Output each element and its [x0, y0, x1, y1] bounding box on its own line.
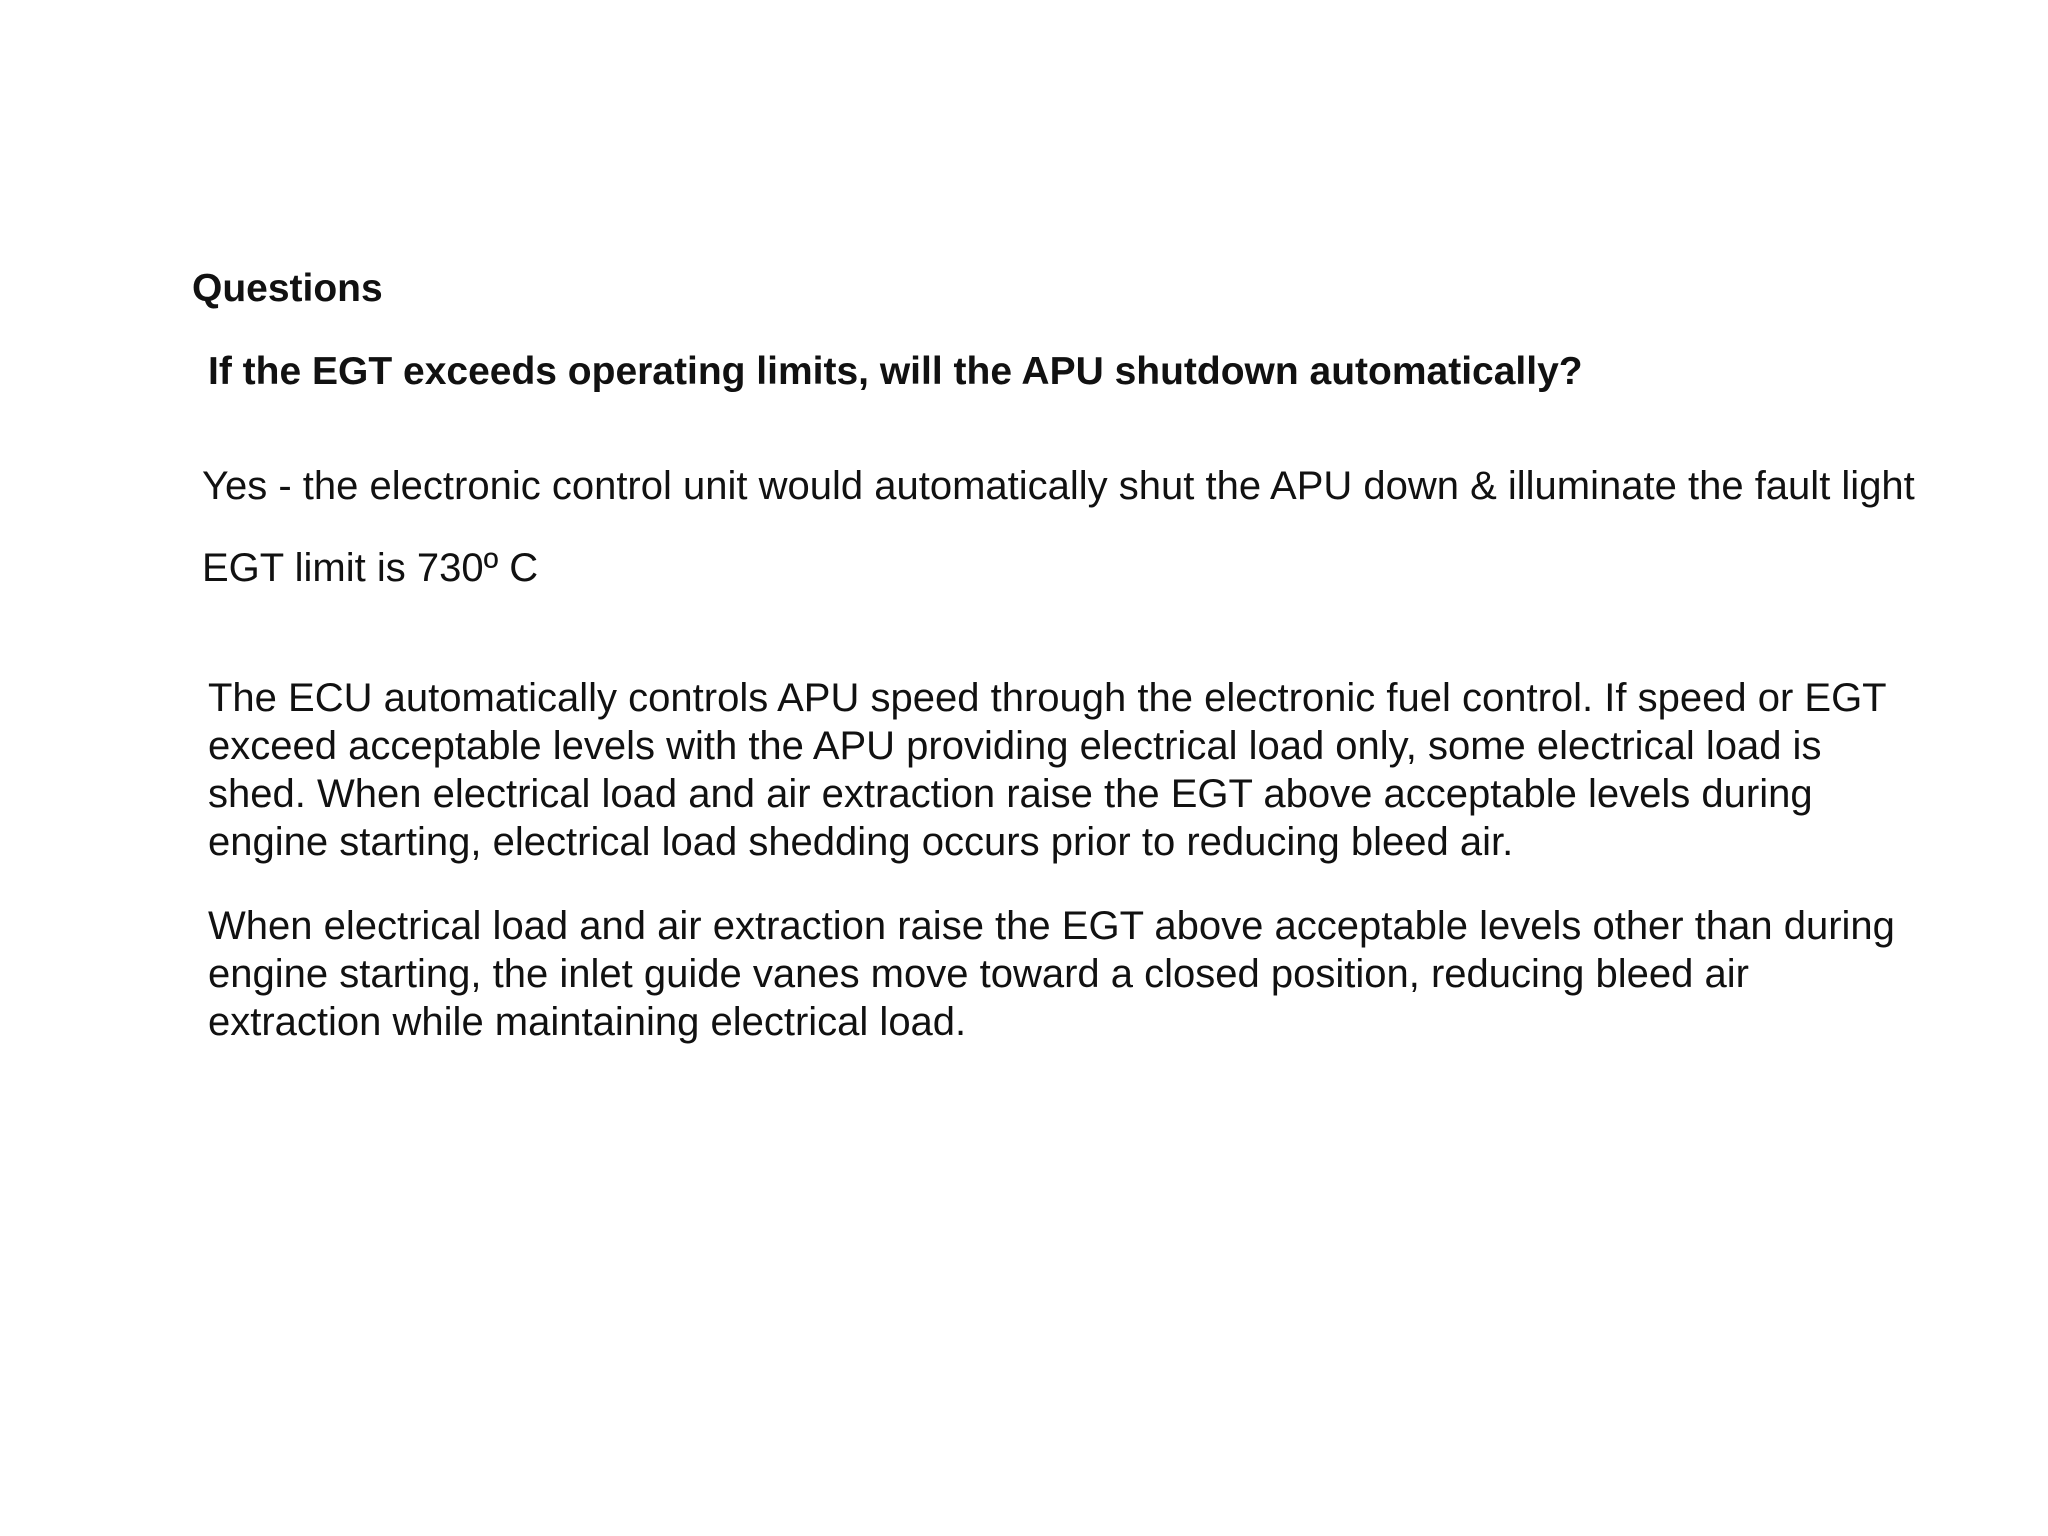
paragraph-line: shed. When electrical load and air extraction raise the EGT above acceptable levels during — [208, 772, 1813, 816]
paragraph-line: exceed acceptable levels with the APU providing electrical load only, some electrical load is — [208, 724, 1822, 768]
question-text: If the EGT exceeds operating limits, will the APU shutdown automatically? — [208, 350, 1583, 393]
paragraph-line: When electrical load and air extraction raise the EGT above acceptable levels other than during — [208, 904, 1895, 948]
explanation-paragraph-1 — [208, 674, 2008, 866]
paragraph-line: engine starting, electrical load shedding occurs prior to reducing bleed air. — [208, 820, 1514, 864]
paragraph-line: extraction while maintaining electrical load. — [208, 1000, 967, 1044]
paragraph-line: The ECU automatically controls APU speed through the electronic fuel control. If speed or EGT — [208, 676, 1887, 720]
explanation-paragraph-2 — [208, 902, 2008, 1046]
answer-text: Yes - the electronic control unit would automatically shut the APU down & illuminate the fault light — [202, 464, 1915, 508]
paragraph-line: engine starting, the inlet guide vanes move toward a closed position, reducing bleed air — [208, 952, 1749, 996]
egt-limit-text: EGT limit is 730º C — [202, 546, 539, 590]
slide-heading: Questions — [192, 267, 383, 310]
